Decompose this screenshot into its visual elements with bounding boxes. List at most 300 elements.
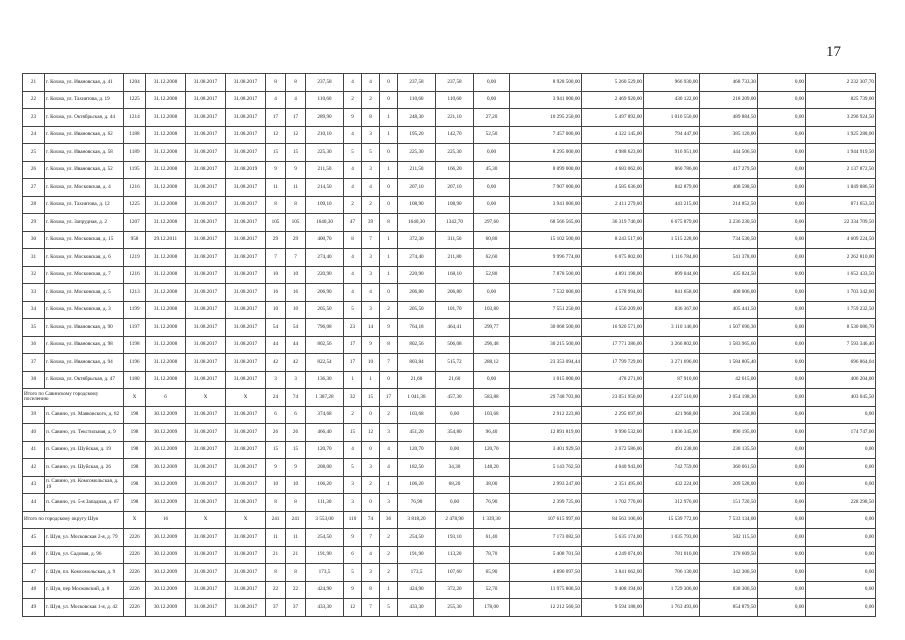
cell-c15: 103,80 bbox=[474, 301, 510, 319]
cell-c17: 23 051 950,00 bbox=[582, 389, 644, 407]
cell-c11: 8 bbox=[362, 109, 380, 127]
cell-c18: 836 367,00 bbox=[644, 301, 700, 319]
cell-c4: 31.12.2008 bbox=[146, 266, 186, 284]
row-number-cell: 49 bbox=[23, 599, 45, 617]
cell-c15: 178,00 bbox=[474, 599, 510, 617]
cell-c8: 44 bbox=[286, 336, 306, 354]
table-row bbox=[23, 581, 876, 599]
cell-c18: 3 271 696,00 bbox=[644, 354, 700, 372]
cell-c17: 4 578 994,00 bbox=[582, 284, 644, 302]
cell-c18: 781 016,00 bbox=[644, 546, 700, 564]
cell-c14: 68,20 bbox=[436, 476, 474, 494]
cell-c7: 24 bbox=[266, 389, 286, 407]
cell-c4: 31.12.2008 bbox=[146, 319, 186, 337]
cell-c18: 899 044,00 bbox=[644, 266, 700, 284]
cell-c7: 11 bbox=[266, 529, 286, 547]
cell-c3: 1213 bbox=[124, 284, 146, 302]
cell-c21: 0,00 bbox=[806, 476, 876, 494]
cell-c17: 2 469 920,00 bbox=[582, 91, 644, 109]
cell-c11: 4 bbox=[362, 179, 380, 197]
cell-c5: 31.08.2017 bbox=[186, 126, 226, 144]
cell-c9: 205,50 bbox=[306, 301, 344, 319]
cell-c3: 1207 bbox=[124, 214, 146, 232]
row-number-cell: 48 bbox=[23, 581, 45, 599]
cell-c4: 31.12.2008 bbox=[146, 74, 186, 92]
cell-c14: 221,10 bbox=[436, 109, 474, 127]
address-cell: п. Савино, ул. Комсомольская, д. 19 bbox=[45, 476, 124, 494]
cell-c9: 237,58 bbox=[306, 74, 344, 92]
cell-c11: 12 bbox=[362, 424, 380, 442]
cell-c20: 0,00 bbox=[758, 459, 806, 477]
cell-c17: 6 075 802,00 bbox=[582, 249, 644, 267]
cell-c15: 60,80 bbox=[474, 231, 510, 249]
cell-c10: 4 bbox=[344, 284, 362, 302]
cell-c16: 107 615 997,60 bbox=[510, 511, 582, 529]
cell-c5: 31.08.2017 bbox=[186, 459, 226, 477]
table-row bbox=[23, 214, 876, 232]
cell-c7: 12 bbox=[266, 126, 286, 144]
cell-c19: 435 824,50 bbox=[700, 266, 758, 284]
cell-c21: 1 944 919,50 bbox=[806, 144, 876, 162]
cell-c18: 443 215,00 bbox=[644, 196, 700, 214]
cell-c12: 0 bbox=[380, 284, 398, 302]
cell-c9: 191,90 bbox=[306, 546, 344, 564]
cell-c15: 61,40 bbox=[474, 529, 510, 547]
cell-c13: 108,90 bbox=[398, 196, 436, 214]
cell-c16: 12 212 560,50 bbox=[510, 599, 582, 617]
address-cell: г. Кохма, ул. Октябрьская, д. 47 bbox=[45, 371, 124, 389]
cell-c11: 3 bbox=[362, 266, 380, 284]
cell-c8: 15 bbox=[286, 441, 306, 459]
cell-c18: 966 930,00 bbox=[644, 74, 700, 92]
cell-c18: 706 130,00 bbox=[644, 564, 700, 582]
cell-c19: 385 120,00 bbox=[700, 126, 758, 144]
cell-c13: 225,30 bbox=[398, 144, 436, 162]
cell-c15: 299,77 bbox=[474, 319, 510, 337]
cell-c16: 2 912 223,80 bbox=[510, 406, 582, 424]
cell-c17: 4 683 062,00 bbox=[582, 161, 644, 179]
cell-c11: 4 bbox=[362, 546, 380, 564]
row-number-cell: 44 bbox=[23, 494, 45, 512]
cell-c5: 31.08.2017 bbox=[186, 161, 226, 179]
cell-c8: 241 bbox=[286, 511, 306, 529]
cell-c16: 2 993 247,00 bbox=[510, 476, 582, 494]
cell-c13: 106,20 bbox=[398, 476, 436, 494]
cell-c9: 400,70 bbox=[306, 231, 344, 249]
cell-c17: 16 920 571,00 bbox=[582, 319, 644, 337]
cell-c7: 10 bbox=[266, 266, 286, 284]
table-row bbox=[23, 476, 876, 494]
cell-c13: 110,60 bbox=[398, 91, 436, 109]
cell-c3: 1198 bbox=[124, 336, 146, 354]
cell-c5: 31.08.2017 bbox=[186, 406, 226, 424]
cell-c21: 403 045,50 bbox=[806, 389, 876, 407]
address-cell: п. Савино, ул. Шуйская, д. 26 bbox=[45, 459, 124, 477]
cell-c20: 0,00 bbox=[758, 389, 806, 407]
cell-c4: 31.12.2008 bbox=[146, 126, 186, 144]
cell-c18: 1 010 550,00 bbox=[644, 109, 700, 127]
cell-c19: 342 306,50 bbox=[700, 564, 758, 582]
cell-c8: 9 bbox=[286, 459, 306, 477]
cell-c8: 74 bbox=[286, 389, 306, 407]
cell-c4: 30.12.2009 bbox=[146, 476, 186, 494]
cell-c9: 106,20 bbox=[306, 476, 344, 494]
cell-c5: 31.08.2017 bbox=[186, 494, 226, 512]
table-row bbox=[23, 529, 876, 547]
cell-c11: 3 bbox=[362, 459, 380, 477]
cell-c11: 2 bbox=[362, 196, 380, 214]
cell-c21: 3 296 924,50 bbox=[806, 109, 876, 127]
row-number-cell: 47 bbox=[23, 564, 45, 582]
cell-c8: 29 bbox=[286, 231, 306, 249]
cell-c19: 468 733,30 bbox=[700, 74, 758, 92]
cell-c6: 31.08.2017 bbox=[226, 144, 266, 162]
cell-c6: 31.08.2017 bbox=[226, 74, 266, 92]
cell-c15: 120,70 bbox=[474, 441, 510, 459]
cell-c5: 31.08.2017 bbox=[186, 284, 226, 302]
cell-c5: 31.08.2017 bbox=[186, 301, 226, 319]
cell-c4: 31.12.2008 bbox=[146, 354, 186, 372]
cell-c6: 31.08.2017 bbox=[226, 126, 266, 144]
cell-c16: 12 891 819,00 bbox=[510, 424, 582, 442]
table-row bbox=[23, 371, 876, 389]
cell-c10: 23 bbox=[344, 319, 362, 337]
cell-c3: 1180 bbox=[124, 371, 146, 389]
cell-c10: 4 bbox=[344, 249, 362, 267]
cell-c4: 31.12.2008 bbox=[146, 284, 186, 302]
cell-c13: 211,50 bbox=[398, 161, 436, 179]
row-number-cell: 29 bbox=[23, 214, 45, 232]
row-number-cell: 40 bbox=[23, 424, 45, 442]
row-number-cell: 26 bbox=[23, 161, 45, 179]
cell-c15: 583,88 bbox=[474, 389, 510, 407]
cell-c12: 1 bbox=[380, 231, 398, 249]
address-cell: п. Савино, ул. Текстильная, д. 9 bbox=[45, 424, 124, 442]
cell-c16: 3 941 000,00 bbox=[510, 196, 582, 214]
cell-c4: 31.12.2008 bbox=[146, 144, 186, 162]
cell-c18: 3 110 146,00 bbox=[644, 319, 700, 337]
cell-c18: 1 035 793,00 bbox=[644, 529, 700, 547]
cell-c15: 0,00 bbox=[474, 371, 510, 389]
cell-c6: 31.08.2017 bbox=[226, 109, 266, 127]
cell-c15: 1 339,30 bbox=[474, 511, 510, 529]
cell-c10: 4 bbox=[344, 441, 362, 459]
address-cell: г. Кохма, ул. Московская, д. 4 bbox=[45, 179, 124, 197]
table-row bbox=[23, 179, 876, 197]
cell-c12: 8 bbox=[380, 214, 398, 232]
cell-c10: 32 bbox=[344, 389, 362, 407]
cell-c6: 31.08.2017 bbox=[226, 406, 266, 424]
cell-c19: 1 583 965,60 bbox=[700, 336, 758, 354]
cell-c16: 29 748 703,80 bbox=[510, 389, 582, 407]
cell-c6: 31.08.2017 bbox=[226, 249, 266, 267]
cell-c4: 30.12.2009 bbox=[146, 529, 186, 547]
cell-c5: 31.08.2017 bbox=[186, 564, 226, 582]
cell-c21: 1 652 433,50 bbox=[806, 266, 876, 284]
cell-c20: 0,00 bbox=[758, 406, 806, 424]
address-cell: г. Кохма, ул. Ивановская, д. 58 bbox=[45, 144, 124, 162]
cell-c3: 198 bbox=[124, 494, 146, 512]
row-number-cell: 45 bbox=[23, 529, 45, 547]
cell-c5: 31.08.2017 bbox=[186, 91, 226, 109]
cell-c8: 16 bbox=[286, 284, 306, 302]
cell-c3: 198 bbox=[124, 406, 146, 424]
cell-c10: 4 bbox=[344, 266, 362, 284]
cell-c4: 31.12.2008 bbox=[146, 249, 186, 267]
cell-c5: 31.08.2017 bbox=[186, 196, 226, 214]
cell-c8: 37 bbox=[286, 599, 306, 617]
cell-c21: 2 137 872,50 bbox=[806, 161, 876, 179]
cell-c14: 515,72 bbox=[436, 354, 474, 372]
cell-c21: 0,00 bbox=[806, 511, 876, 529]
cell-c14: 166,20 bbox=[436, 161, 474, 179]
cell-c12: 7 bbox=[380, 354, 398, 372]
cell-c14: 21,60 bbox=[436, 371, 474, 389]
row-number-cell: 22 bbox=[23, 91, 45, 109]
cell-c13: 120,70 bbox=[398, 441, 436, 459]
cell-c19: 444 506,50 bbox=[700, 144, 758, 162]
cell-c15: 103,68 bbox=[474, 406, 510, 424]
cell-c15: 0,00 bbox=[474, 179, 510, 197]
cell-c5: X bbox=[186, 389, 226, 407]
cell-c8: 17 bbox=[286, 109, 306, 127]
address-cell: г. Шуя, пер Московский, д. 8 bbox=[45, 581, 124, 599]
cell-c4: 30.12.2009 bbox=[146, 546, 186, 564]
cell-c14: 225,30 bbox=[436, 144, 474, 162]
cell-c9: 802,56 bbox=[306, 336, 344, 354]
cell-c13: 237,58 bbox=[398, 74, 436, 92]
cell-c6: 31.08.2017 bbox=[226, 284, 266, 302]
cell-c17: 2 411 279,00 bbox=[582, 196, 644, 214]
cell-c21: 696 864,04 bbox=[806, 354, 876, 372]
cell-c8: 22 bbox=[286, 581, 306, 599]
cell-c11: 3 bbox=[362, 126, 380, 144]
cell-c4: 31.12.2008 bbox=[146, 301, 186, 319]
cell-c20: 0,00 bbox=[758, 214, 806, 232]
subtotal-label: Итого по городскому округу Шуя bbox=[23, 511, 124, 529]
address-cell: п. Савино, ул. Маяковского, д. 82 bbox=[45, 406, 124, 424]
cell-c14: 107,60 bbox=[436, 564, 474, 582]
cell-c17: 4 249 074,00 bbox=[582, 546, 644, 564]
cell-c5: 31.08.2017 bbox=[186, 266, 226, 284]
cell-c13: 76,90 bbox=[398, 494, 436, 512]
cell-c6: 31.08.2017 bbox=[226, 441, 266, 459]
cell-c13: 103,68 bbox=[398, 406, 436, 424]
cell-c5: 31.08.2017 bbox=[186, 546, 226, 564]
cell-c10: 1 bbox=[344, 371, 362, 389]
cell-c20: 0,00 bbox=[758, 424, 806, 442]
cell-c15: 65,90 bbox=[474, 564, 510, 582]
cell-c7: 8 bbox=[266, 196, 286, 214]
cell-c9: 136,30 bbox=[306, 371, 344, 389]
cell-c14: 108,90 bbox=[436, 196, 474, 214]
cell-c20: 0,00 bbox=[758, 529, 806, 547]
cell-c4: 30.12.2009 bbox=[146, 494, 186, 512]
address-cell: г. Шуя, ул. Садовая, д. 96 bbox=[45, 546, 124, 564]
cell-c9: 822,54 bbox=[306, 354, 344, 372]
cell-c18: 1 515 228,00 bbox=[644, 231, 700, 249]
cell-c13: 802,56 bbox=[398, 336, 436, 354]
table-row bbox=[23, 266, 876, 284]
cell-c9: 374,68 bbox=[306, 406, 344, 424]
table-row bbox=[23, 599, 876, 617]
cell-c8: 26 bbox=[286, 424, 306, 442]
cell-c12: 3 bbox=[380, 424, 398, 442]
cell-c10: 2 bbox=[344, 91, 362, 109]
cell-c6: 31.08.2017 bbox=[226, 266, 266, 284]
cell-c18: 432 224,00 bbox=[644, 476, 700, 494]
cell-c17: 9 594 188,00 bbox=[582, 599, 644, 617]
cell-c18: 1 836 345,00 bbox=[644, 424, 700, 442]
cell-c6: 31.08.2017 bbox=[226, 546, 266, 564]
row-number-cell: 31 bbox=[23, 249, 45, 267]
cell-c8: 10 bbox=[286, 266, 306, 284]
cell-c5: 31.08.2017 bbox=[186, 476, 226, 494]
cell-c13: 433,30 bbox=[398, 599, 436, 617]
cell-c15: 0,00 bbox=[474, 284, 510, 302]
cell-c5: 31.08.2017 bbox=[186, 581, 226, 599]
cell-c6: 31.08.2017 bbox=[226, 599, 266, 617]
cell-c6: 31.08.2017 bbox=[226, 424, 266, 442]
cell-c20: 0,00 bbox=[758, 126, 806, 144]
cell-c10: 12 bbox=[344, 599, 362, 617]
cell-c9: 210,10 bbox=[306, 126, 344, 144]
table-row bbox=[23, 196, 876, 214]
cell-c11: 4 bbox=[362, 74, 380, 92]
cell-c15: 52,50 bbox=[474, 126, 510, 144]
cell-c14: 457,30 bbox=[436, 389, 474, 407]
cell-c7: 54 bbox=[266, 319, 286, 337]
cell-c10: 8 bbox=[344, 231, 362, 249]
cell-c3: 2226 bbox=[124, 546, 146, 564]
cell-c19: 408 006,00 bbox=[700, 284, 758, 302]
cell-c12: 1 bbox=[380, 266, 398, 284]
row-number-cell: 39 bbox=[23, 406, 45, 424]
cell-c17: 2 295 697,00 bbox=[582, 406, 644, 424]
cell-c11: 39 bbox=[362, 214, 380, 232]
address-cell: г. Кохма, ул. Ивановская, д. 52 bbox=[45, 161, 124, 179]
cell-c17: 9 990 532,00 bbox=[582, 424, 644, 442]
cell-c7: 44 bbox=[266, 336, 286, 354]
cell-c15: 0,00 bbox=[474, 91, 510, 109]
cell-c5: 31.08.2017 bbox=[186, 179, 226, 197]
cell-c7: 105 bbox=[266, 214, 286, 232]
cell-c18: 1 116 784,00 bbox=[644, 249, 700, 267]
cell-c8: 9 bbox=[286, 161, 306, 179]
cell-c4: 30.12.2009 bbox=[146, 459, 186, 477]
cell-c17: 4 040 943,00 bbox=[582, 459, 644, 477]
cell-c21: 2 262 810,00 bbox=[806, 249, 876, 267]
cell-c14: 354,80 bbox=[436, 424, 474, 442]
cell-c7: 22 bbox=[266, 581, 286, 599]
cell-c17: 4 322 145,00 bbox=[582, 126, 644, 144]
cell-c10: 3 bbox=[344, 494, 362, 512]
cell-c18: 312 976,00 bbox=[644, 494, 700, 512]
cell-c3: 1195 bbox=[124, 161, 146, 179]
cell-c16: 5 143 762,50 bbox=[510, 459, 582, 477]
cell-c21: 7 593 346,40 bbox=[806, 336, 876, 354]
cell-c21: 8 530 086,70 bbox=[806, 319, 876, 337]
cell-c8: 8 bbox=[286, 196, 306, 214]
cell-c11: 9 bbox=[362, 336, 380, 354]
address-cell: г. Кохма, ул. Московская, д. 5 bbox=[45, 284, 124, 302]
cell-c21: 871 653,50 bbox=[806, 196, 876, 214]
cell-c16: 8 295 000,00 bbox=[510, 144, 582, 162]
cell-c19: 734 530,50 bbox=[700, 231, 758, 249]
cell-c4: 30.12.2009 bbox=[146, 599, 186, 617]
cell-c3: 1189 bbox=[124, 144, 146, 162]
cell-c8: 42 bbox=[286, 354, 306, 372]
cell-c20: 0,00 bbox=[758, 546, 806, 564]
cell-c15: 297,60 bbox=[474, 214, 510, 232]
cell-c8: 8 bbox=[286, 494, 306, 512]
cell-c4: 16 bbox=[146, 511, 186, 529]
cell-c20: 0,00 bbox=[758, 74, 806, 92]
cell-c5: 31.08.2017 bbox=[186, 144, 226, 162]
cell-c4: 6 bbox=[146, 389, 186, 407]
cell-c9: 110,60 bbox=[306, 91, 344, 109]
cell-c20: 0,00 bbox=[758, 476, 806, 494]
cell-c15: 78,70 bbox=[474, 546, 510, 564]
cell-c17: 5 635 174,00 bbox=[582, 529, 644, 547]
cell-c15: 76,90 bbox=[474, 494, 510, 512]
cell-c11: 10 bbox=[362, 354, 380, 372]
table-row bbox=[23, 284, 876, 302]
cell-c18: 860 786,00 bbox=[644, 161, 700, 179]
cell-c11: 74 bbox=[362, 511, 380, 529]
cell-c9: 466,40 bbox=[306, 424, 344, 442]
cell-c18: 1 729 306,00 bbox=[644, 581, 700, 599]
cell-c17: 1 702 770,00 bbox=[582, 494, 644, 512]
cell-c9: 173,5 bbox=[306, 564, 344, 582]
cell-c11: 3 bbox=[362, 249, 380, 267]
cell-c15: 296,48 bbox=[474, 336, 510, 354]
cell-c4: 31.12.2008 bbox=[146, 179, 186, 197]
cell-c17: 84 563 106,00 bbox=[582, 511, 644, 529]
cell-c6: 31.08.2017 bbox=[226, 231, 266, 249]
cell-c19: 489 884,50 bbox=[700, 109, 758, 127]
cell-c7: 10 bbox=[266, 476, 286, 494]
address-cell: г. Кохма, ул. Ивановская, д. 41 bbox=[45, 74, 124, 92]
cell-c9: 1640,30 bbox=[306, 214, 344, 232]
cell-c5: X bbox=[186, 511, 226, 529]
cell-c4: 30.12.2009 bbox=[146, 424, 186, 442]
cell-c9: 796,08 bbox=[306, 319, 344, 337]
cell-c15: 0,00 bbox=[474, 144, 510, 162]
row-number-cell: 36 bbox=[23, 336, 45, 354]
cell-c20: 0,00 bbox=[758, 336, 806, 354]
cell-c5: 31.08.2017 bbox=[186, 74, 226, 92]
cell-c6: 31.08.2017 bbox=[226, 529, 266, 547]
cell-c16: 7 907 000,00 bbox=[510, 179, 582, 197]
cell-c16: 23 353 094,44 bbox=[510, 354, 582, 372]
cell-c11: 2 bbox=[362, 476, 380, 494]
cell-c6: 31.08.2017 bbox=[226, 564, 266, 582]
cell-c16: 7 457 000,00 bbox=[510, 126, 582, 144]
cell-c20: 0,00 bbox=[758, 249, 806, 267]
table-row bbox=[23, 406, 876, 424]
row-number-cell: 46 bbox=[23, 546, 45, 564]
row-number-cell: 30 bbox=[23, 231, 45, 249]
cell-c14: 0,00 bbox=[436, 441, 474, 459]
cell-c3: 1188 bbox=[124, 126, 146, 144]
cell-c17: 4 891 198,00 bbox=[582, 266, 644, 284]
cell-c3: 1196 bbox=[124, 354, 146, 372]
housing-registry-table bbox=[22, 73, 876, 617]
cell-c9: 289,90 bbox=[306, 109, 344, 127]
cell-c4: 31.12.2008 bbox=[146, 196, 186, 214]
cell-c7: 6 bbox=[266, 406, 286, 424]
